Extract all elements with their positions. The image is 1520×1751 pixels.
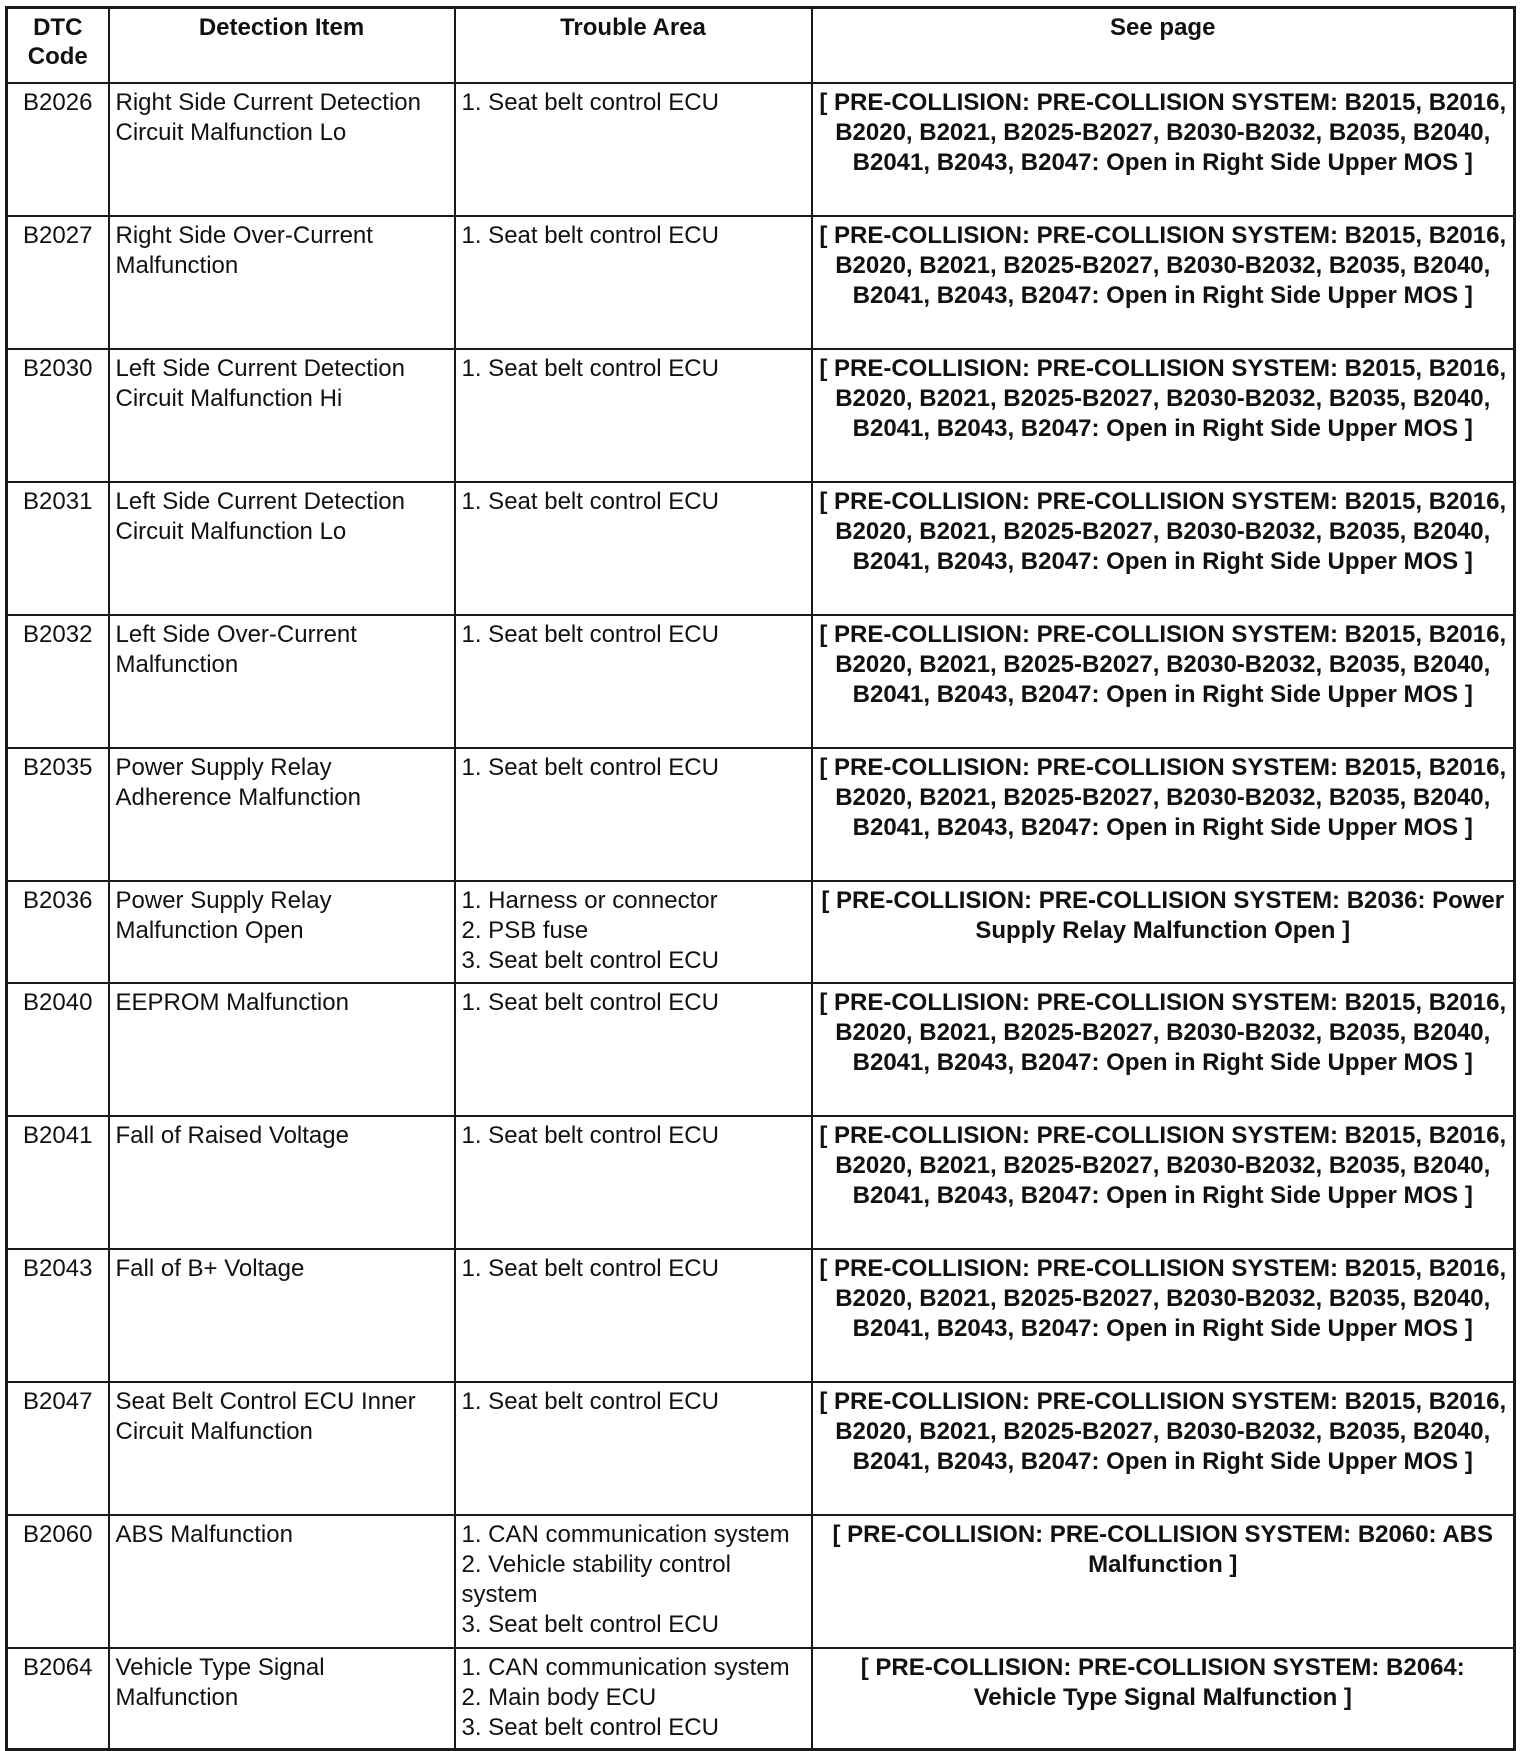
see-page-link[interactable]: [ PRE-COLLISION: PRE-COLLISION SYSTEM: B2015, B2016, B2020, B2021, B2025-B2027, B2030-B2032, B2035, B2040, B2041, B2043, B2047: Open in Right Side Upper MOS ] — [812, 615, 1515, 748]
trouble-area-line: 1. Seat belt control ECU — [461, 753, 719, 781]
trouble-area-cell — [455, 1515, 812, 1648]
dtc-code-cell: B2060 — [7, 1515, 109, 1648]
header-trouble-area: Trouble Area — [455, 8, 812, 83]
table-row — [7, 881, 1515, 983]
trouble-area-line: 1. Harness or connector — [461, 886, 718, 914]
see-page-link[interactable]: [ PRE-COLLISION: PRE-COLLISION SYSTEM: B2015, B2016, B2020, B2021, B2025-B2027, B2030-B2032, B2035, B2040, B2041, B2043, B2047: Open in Right Side Upper MOS ] — [812, 1382, 1515, 1515]
trouble-area-cell — [455, 748, 812, 881]
trouble-area-line: 1. Seat belt control ECU — [461, 620, 719, 648]
dtc-code-cell: B2036 — [7, 881, 109, 983]
table-row — [7, 1515, 1515, 1648]
dtc-code-cell: B2035 — [7, 748, 109, 881]
dtc-code-cell: B2026 — [7, 83, 109, 216]
trouble-area-line: 1. Seat belt control ECU — [461, 1387, 719, 1415]
table-row — [7, 1648, 1515, 1750]
table-row — [7, 1116, 1515, 1249]
dtc-code-cell: B2027 — [7, 216, 109, 349]
dtc-code-cell: B2047 — [7, 1382, 109, 1515]
detection-item-cell: Fall of B+ Voltage — [109, 1249, 455, 1382]
trouble-area-line: 2. Vehicle stability control system — [461, 1550, 731, 1608]
see-page-link[interactable]: [ PRE-COLLISION: PRE-COLLISION SYSTEM: B2015, B2016, B2020, B2021, B2025-B2027, B2030-B2032, B2035, B2040, B2041, B2043, B2047: Open in Right Side Upper MOS ] — [812, 1249, 1515, 1382]
dtc-code-cell: B2043 — [7, 1249, 109, 1382]
header-dtc-code — [7, 8, 109, 83]
detection-item-cell: Fall of Raised Voltage — [109, 1116, 455, 1249]
table-row — [7, 1382, 1515, 1515]
trouble-area-line: 3. Seat belt control ECU — [461, 1713, 719, 1741]
trouble-area-cell — [455, 615, 812, 748]
detection-item-cell: Seat Belt Control ECU Inner Circuit Malfunction — [109, 1382, 455, 1515]
trouble-area-cell — [455, 1382, 812, 1515]
trouble-area-line: 2. Main body ECU — [461, 1683, 657, 1711]
see-page-link[interactable]: [ PRE-COLLISION: PRE-COLLISION SYSTEM: B2015, B2016, B2020, B2021, B2025-B2027, B2030-B2032, B2035, B2040, B2041, B2043, B2047: Open in Right Side Upper MOS ] — [812, 83, 1515, 216]
table-row — [7, 349, 1515, 482]
trouble-area-line: 1. Seat belt control ECU — [461, 88, 719, 116]
header-detection-item: Detection Item — [109, 8, 455, 83]
see-page-link[interactable]: [ PRE-COLLISION: PRE-COLLISION SYSTEM: B2015, B2016, B2020, B2021, B2025-B2027, B2030-B2032, B2035, B2040, B2041, B2043, B2047: Open in Right Side Upper MOS ] — [812, 748, 1515, 881]
trouble-area-cell — [455, 482, 812, 615]
dtc-code-cell: B2030 — [7, 349, 109, 482]
table-row — [7, 748, 1515, 881]
header-see-page: See page — [812, 8, 1515, 83]
see-page-link[interactable]: [ PRE-COLLISION: PRE-COLLISION SYSTEM: B2015, B2016, B2020, B2021, B2025-B2027, B2030-B2032, B2035, B2040, B2041, B2043, B2047: Open in Right Side Upper MOS ] — [812, 983, 1515, 1116]
trouble-area-line: 1. CAN communication system — [461, 1520, 790, 1548]
header-dtc-code-line2: Code — [27, 43, 88, 70]
table-row — [7, 615, 1515, 748]
trouble-area-line: 3. Seat belt control ECU — [461, 946, 719, 974]
trouble-area-cell — [455, 83, 812, 216]
table-row — [7, 983, 1515, 1116]
trouble-area-line: 1. Seat belt control ECU — [461, 221, 719, 249]
see-page-link[interactable]: [ PRE-COLLISION: PRE-COLLISION SYSTEM: B2015, B2016, B2020, B2021, B2025-B2027, B2030-B2032, B2035, B2040, B2041, B2043, B2047: Open in Right Side Upper MOS ] — [812, 482, 1515, 615]
dtc-code-cell: B2064 — [7, 1648, 109, 1750]
trouble-area-line: 1. Seat belt control ECU — [461, 988, 719, 1016]
trouble-area-cell — [455, 216, 812, 349]
detection-item-cell: Left Side Current Detection Circuit Malfunction Hi — [109, 349, 455, 482]
table-row — [7, 216, 1515, 349]
trouble-area-line: 1. Seat belt control ECU — [461, 1121, 719, 1149]
see-page-link[interactable]: [ PRE-COLLISION: PRE-COLLISION SYSTEM: B2015, B2016, B2020, B2021, B2025-B2027, B2030-B2032, B2035, B2040, B2041, B2043, B2047: Open in Right Side Upper MOS ] — [812, 349, 1515, 482]
trouble-area-cell — [455, 1116, 812, 1249]
detection-item-cell: Left Side Current Detection Circuit Malfunction Lo — [109, 482, 455, 615]
table-row — [7, 1249, 1515, 1382]
trouble-area-line: 1. CAN communication system — [461, 1653, 790, 1681]
detection-item-cell: Right Side Over-Current Malfunction — [109, 216, 455, 349]
detection-item-cell: Right Side Current Detection Circuit Malfunction Lo — [109, 83, 455, 216]
see-page-link[interactable]: [ PRE-COLLISION: PRE-COLLISION SYSTEM: B2036: Power Supply Relay Malfunction Open ] — [812, 881, 1515, 983]
detection-item-cell: Power Supply Relay Adherence Malfunction — [109, 748, 455, 881]
trouble-area-line: 2. PSB fuse — [461, 916, 589, 944]
see-page-link[interactable]: [ PRE-COLLISION: PRE-COLLISION SYSTEM: B2015, B2016, B2020, B2021, B2025-B2027, B2030-B2032, B2035, B2040, B2041, B2043, B2047: Open in Right Side Upper MOS ] — [812, 216, 1515, 349]
see-page-link[interactable]: [ PRE-COLLISION: PRE-COLLISION SYSTEM: B2060: ABS Malfunction ] — [812, 1515, 1515, 1648]
see-page-link[interactable]: [ PRE-COLLISION: PRE-COLLISION SYSTEM: B2064: Vehicle Type Signal Malfunction ] — [812, 1648, 1515, 1750]
trouble-area-cell — [455, 1648, 812, 1750]
trouble-area-line: 3. Seat belt control ECU — [461, 1610, 719, 1638]
dtc-table — [5, 6, 1516, 1751]
trouble-area-line: 1. Seat belt control ECU — [461, 354, 719, 382]
detection-item-cell: Vehicle Type Signal Malfunction — [109, 1648, 455, 1750]
detection-item-cell: ABS Malfunction — [109, 1515, 455, 1648]
detection-item-cell: Left Side Over-Current Malfunction — [109, 615, 455, 748]
detection-item-cell: Power Supply Relay Malfunction Open — [109, 881, 455, 983]
trouble-area-line: 1. Seat belt control ECU — [461, 487, 719, 515]
table-row — [7, 83, 1515, 216]
see-page-link[interactable]: [ PRE-COLLISION: PRE-COLLISION SYSTEM: B2015, B2016, B2020, B2021, B2025-B2027, B2030-B2032, B2035, B2040, B2041, B2043, B2047: Open in Right Side Upper MOS ] — [812, 1116, 1515, 1249]
dtc-code-cell: B2041 — [7, 1116, 109, 1249]
header-dtc-code-line1: DTC — [33, 14, 83, 41]
trouble-area-cell — [455, 881, 812, 983]
trouble-area-cell — [455, 1249, 812, 1382]
dtc-code-cell: B2032 — [7, 615, 109, 748]
dtc-code-cell: B2031 — [7, 482, 109, 615]
table-row — [7, 482, 1515, 615]
trouble-area-cell — [455, 349, 812, 482]
detection-item-cell: EEPROM Malfunction — [109, 983, 455, 1116]
header-row — [7, 8, 1515, 83]
dtc-code-cell: B2040 — [7, 983, 109, 1116]
trouble-area-line: 1. Seat belt control ECU — [461, 1254, 719, 1282]
trouble-area-cell — [455, 983, 812, 1116]
